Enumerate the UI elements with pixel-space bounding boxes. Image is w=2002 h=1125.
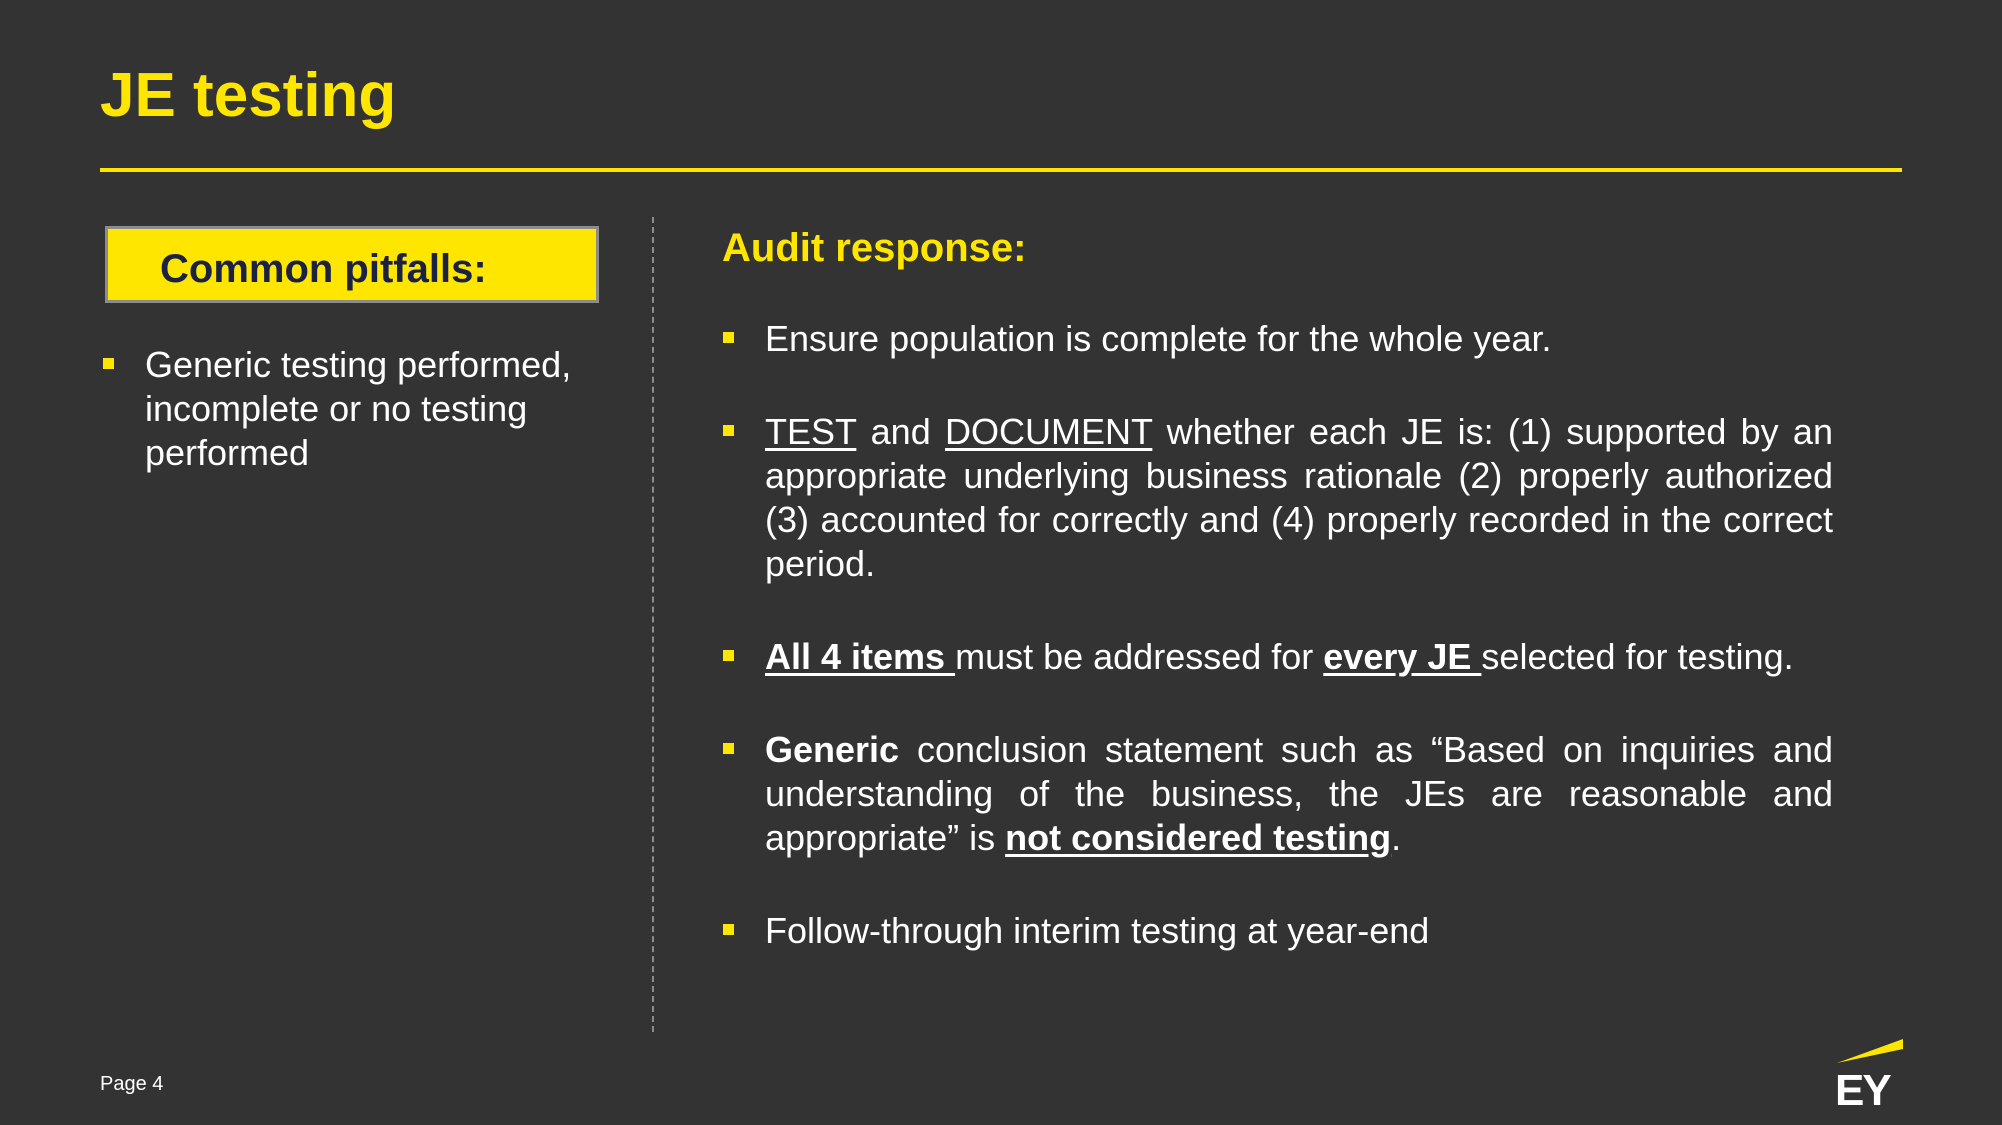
page-number: Page 4 [100,1073,164,1095]
and-text: and [856,411,945,452]
criteria-text: whether each JE is: (1) supported by an appropriate underlying business rationale (2) properly authorized (3) accounted for correctly and (4) properly recorded in the correct period. [765,411,1833,584]
audit-item-follow-through [765,909,1833,953]
all-4-items-emphasis: All 4 items [765,636,956,677]
ey-logo-icon [1835,1037,1905,1107]
pitfalls-list [145,343,615,475]
square-bullet-icon [103,358,114,369]
audit-item-population [765,317,1833,361]
test-term: TEST [765,411,857,452]
square-bullet-icon [723,924,734,935]
audit-item-all-items [765,635,1833,679]
column-divider [652,217,654,1032]
document-term: DOCUMENT [945,411,1153,452]
ey-logo-text: EY [1835,1066,1890,1107]
square-bullet-icon [723,425,734,436]
period-text: . [1391,817,1402,858]
square-bullet-icon [723,743,734,754]
audit-item-generic-conclusion [765,728,1833,860]
selected-text: selected for testing. [1481,636,1794,677]
common-pitfalls-box [105,226,599,303]
audit-response-heading: Audit response: [722,226,1027,270]
title-underline [100,168,1902,172]
not-considered-testing-emphasis: not considered testing [1005,817,1392,858]
pitfall-item [145,343,615,475]
square-bullet-icon [723,650,734,661]
slide-title: JE testing [100,61,397,130]
common-pitfalls-heading: Common pitfalls: [160,247,487,291]
every-je-emphasis: every JE [1323,636,1482,677]
conclusion-text: conclusion statement such as “Based on inquiries and understanding of the business, the JEs are reasonable and appropriate” is [765,729,1833,858]
pitfall-text: Generic testing performed, incomplete or no testing performed [145,344,572,473]
audit-response-list [765,317,1833,953]
audit-item-text: Ensure population is complete for the whole year. [765,318,1552,359]
audit-item-text: Follow-through interim testing at year-end [765,910,1430,951]
must-address-text: must be addressed for [955,636,1324,677]
audit-item-test-document [765,410,1833,586]
generic-emphasis: Generic [765,729,900,770]
square-bullet-icon [723,332,734,343]
